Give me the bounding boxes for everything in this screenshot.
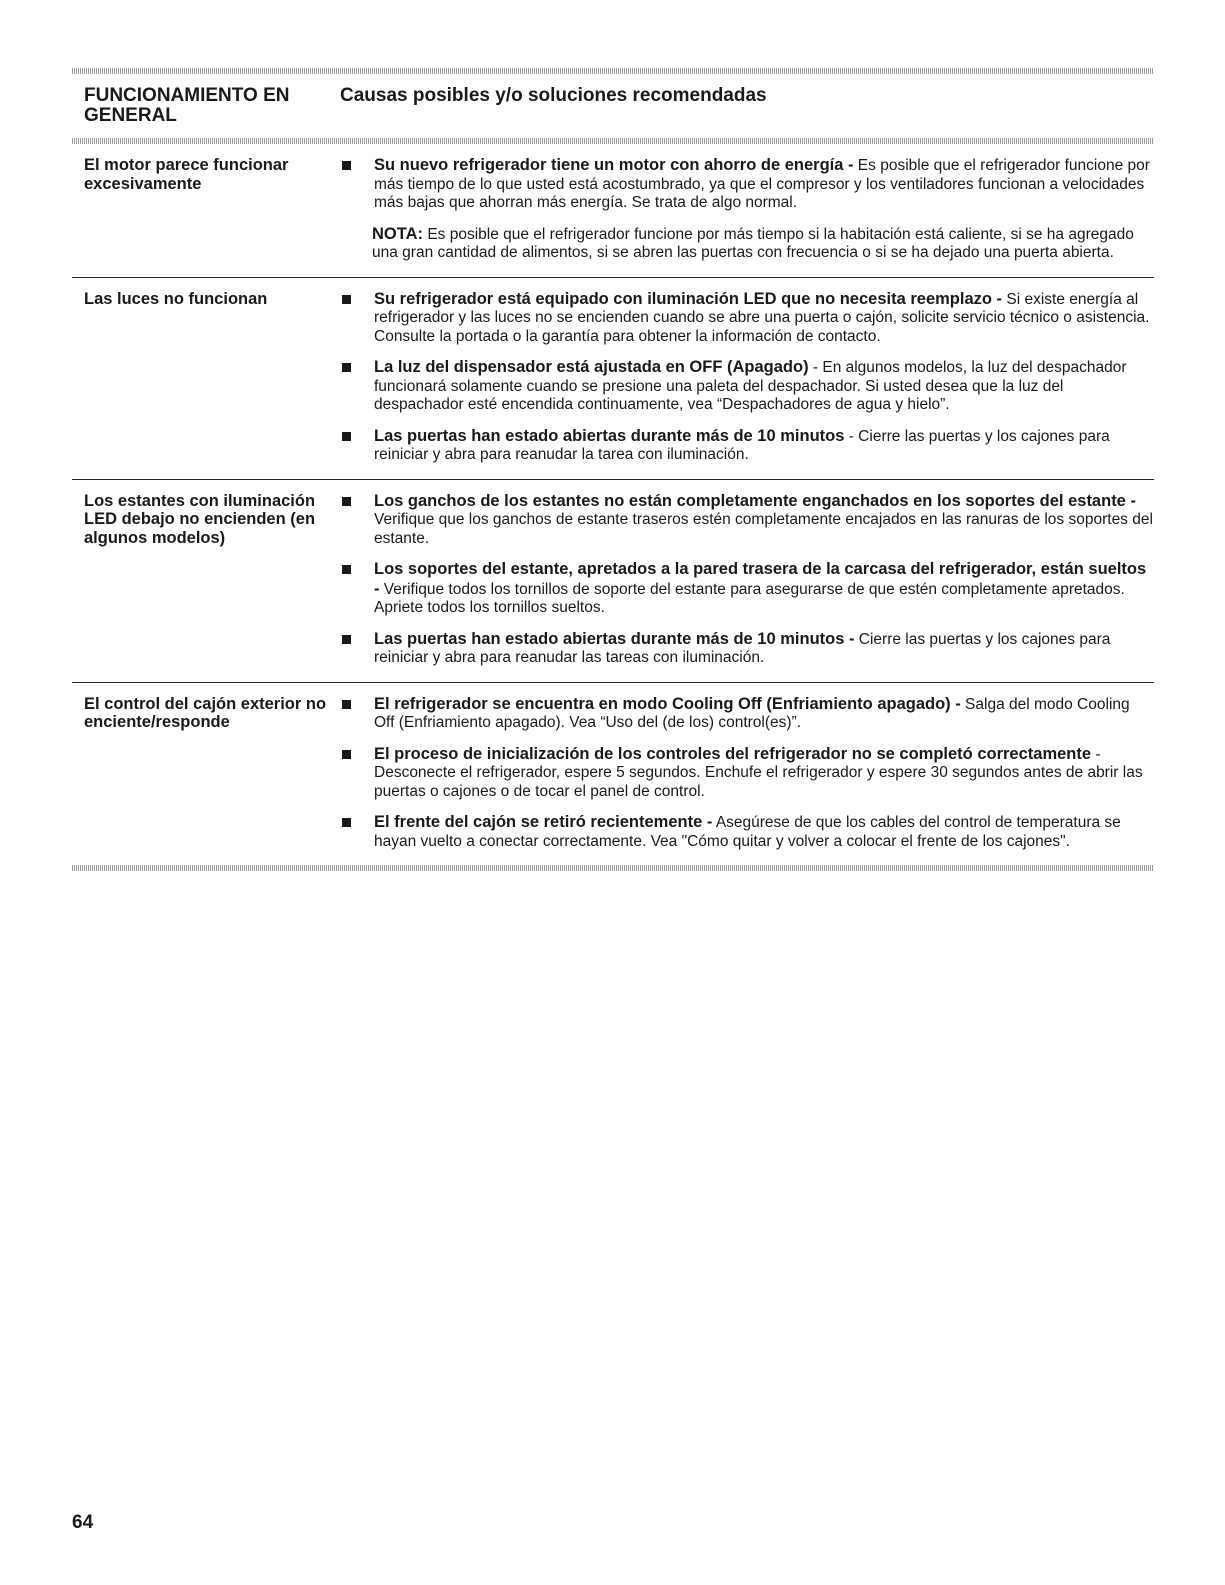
square-bullet-icon (340, 156, 374, 213)
table-row (72, 144, 1154, 277)
solution-title: El frente del cajón se retiró recientemente - (374, 813, 713, 831)
solution-title: La luz del dispensador está ajustada en OFF (Apagado) (374, 358, 809, 376)
solution-title: El proceso de inicialización de los controles del refrigerador no se completó correctamente (374, 744, 1092, 763)
solution-title: Las puertas han estado abiertas durante más de 10 minutos (374, 426, 845, 445)
square-bullet-icon (340, 427, 374, 465)
square-bullet-icon (340, 290, 374, 347)
header-condition-column: FUNCIONAMIENTO EN GENERAL (84, 85, 290, 126)
solution-text: Si existe energía al refrigerador y las luces no se encienden cuando se abre una puerta o cajón, solicite servicio técnico o asistencia. Consulte la portada o la garantía para obtener la información de contacto. (374, 290, 1150, 345)
solution-item (340, 813, 1154, 851)
solution-title: El refrigerador se encuentra en modo Cooling Off (Enfriamiento apagado) - (374, 694, 961, 713)
table-body (72, 144, 1154, 865)
solutions-list (340, 693, 1154, 856)
solution-item (340, 630, 1154, 668)
square-bullet-icon (340, 745, 374, 802)
bottom-divider (72, 865, 1154, 871)
problem-label: Las luces no funcionan (84, 289, 268, 308)
solution-title: Su nuevo refrigerador tiene un motor con ahorro de energía - (374, 156, 854, 174)
solution-text: - Cierre las puertas y los cajones para reiniciar y abra para reanudar la tarea con iluminación. (374, 427, 1110, 463)
problem-label: El motor parece funcionar excesivamente (84, 156, 289, 193)
troubleshooting-table (72, 68, 1154, 871)
problem-label: Los estantes con iluminación LED debajo no encienden (en algunos modelos) (84, 491, 316, 547)
solution-item (340, 156, 1154, 213)
solutions-list (340, 288, 1154, 469)
solution-text: Verifique todos los tornillos de soporte del estante para asegurarse de que estén completamente apretados. Apriete todos los tornillos sueltos. (374, 580, 1125, 616)
solution-item (340, 745, 1154, 802)
solution-text: - En algunos modelos, la luz del despachador funcionará solamente cuando se presione una paleta del despachador. Si usted desea que la luz del despachador esté encendida continuamente, vea “Despachadores de agua y hielo”. (374, 359, 1127, 413)
solution-text: Salga del modo Cooling Off (Enfriamiento apagado). Vea “Uso del (de los) control(es)”. (374, 695, 1130, 731)
page-number: 64 (72, 1512, 94, 1533)
solution-text: Verifique que los ganchos de estante traseros estén completamente encajados en las ranuras de los soportes del estante. (374, 511, 1153, 547)
solution-item (340, 560, 1154, 618)
table-row (72, 682, 1154, 866)
square-bullet-icon (340, 560, 374, 618)
note-label: NOTA: (372, 224, 424, 243)
solution-text: Cierre las puertas y los cajones para reiniciar y abra para reanudar las tareas con iluminación. (374, 630, 1111, 666)
table-header (72, 74, 1154, 138)
problem-label: El control del cajón exterior no enciente/responde (84, 694, 327, 731)
note (372, 225, 1154, 263)
solution-text: - Desconecte el refrigerador, espere 5 segundos. Enchufe el refrigerador y espere 30 segundos antes de abrir las puertas o cajones o de tocar el panel de control. (374, 745, 1143, 800)
solution-item (340, 290, 1154, 347)
square-bullet-icon (340, 358, 374, 415)
table-row (72, 479, 1154, 682)
solution-item (340, 492, 1154, 549)
solution-text: Es posible que el refrigerador funcione por más tiempo de lo que usted está acostumbrado, ya que el compresor y los ventiladores funcionan a velocidades más bajas que ahorran más energía. Se trata de algo normal. (374, 157, 1150, 211)
square-bullet-icon (340, 630, 374, 668)
solution-item (340, 695, 1154, 733)
solution-title: Su refrigerador está equipado con iluminación LED que no necesita reemplazo - (374, 289, 1003, 308)
note-text: Es posible que el refrigerador funcione por más tiempo si la habitación está caliente, si se ha agregado una gran cantidad de alimentos, si se abren las puertas con frecuencia o si se ha dejado una puerta abierta. (372, 225, 1134, 261)
solution-item (340, 358, 1154, 415)
solution-item (340, 427, 1154, 465)
solution-title: Los soportes del estante, apretados a la pared trasera de la carcasa del refrigerador, están sueltos - (374, 560, 1147, 598)
solution-title: Los ganchos de los estantes no están completamente enganchados en los soportes del estante - (374, 491, 1136, 510)
square-bullet-icon (340, 492, 374, 549)
square-bullet-icon (340, 813, 374, 851)
solution-text: Asegúrese de que los cables del control de temperatura se hayan vuelto a conectar correctamente. Vea "Cómo quitar y volver a colocar el frente de los cajones". (374, 814, 1121, 850)
solutions-list (340, 490, 1154, 672)
header-solutions-column: Causas posibles y/o soluciones recomendadas (340, 85, 767, 106)
table-row (72, 277, 1154, 479)
square-bullet-icon (340, 695, 374, 733)
solution-title: Las puertas han estado abiertas durante más de 10 minutos - (374, 629, 855, 648)
solutions-list (340, 154, 1154, 267)
